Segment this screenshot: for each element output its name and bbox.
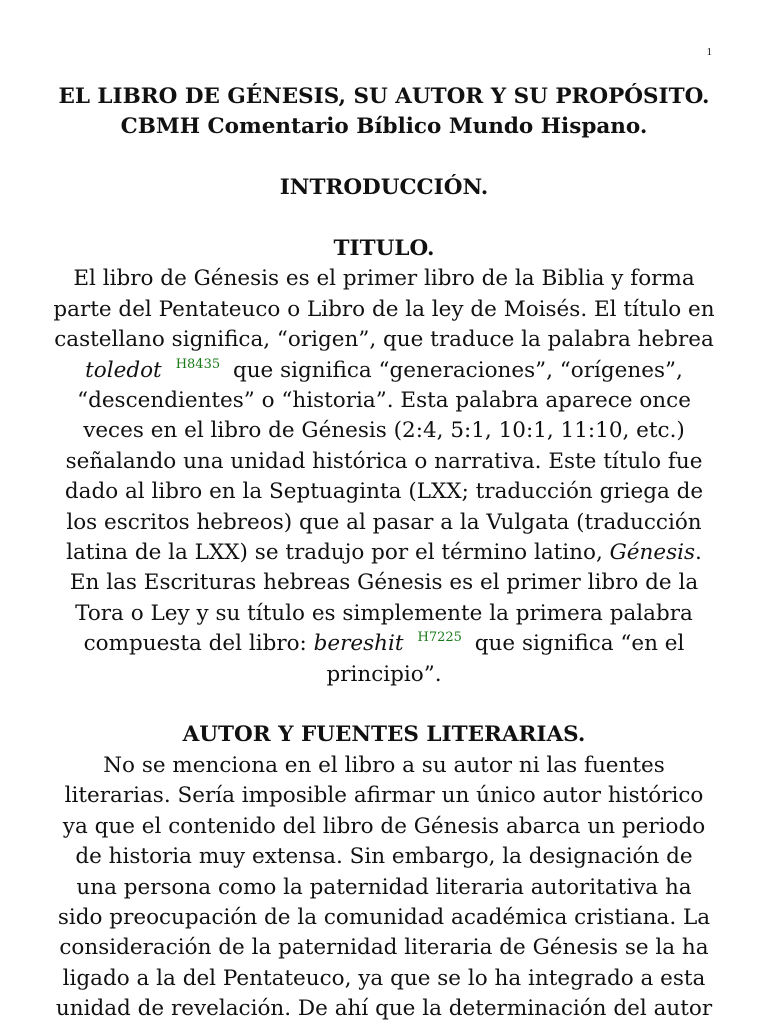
paragraph-line: castellano significa, “origen”, que traduce la palabra hebrea bbox=[54, 327, 714, 353]
document-title: EL LIBRO DE GÉNESIS, SU AUTOR Y SU PROPÓSITO. bbox=[58, 84, 710, 109]
latin-term-genesis: Génesis bbox=[609, 540, 696, 566]
paragraph-line bbox=[44, 356, 724, 386]
paragraph-line bbox=[44, 538, 724, 568]
strong-reference-link[interactable]: H7225 bbox=[417, 630, 462, 646]
autor-paragraph bbox=[44, 751, 724, 1025]
hebrew-term-bereshit: bereshit bbox=[313, 631, 404, 657]
introduction-heading: INTRODUCCIÓN. bbox=[279, 175, 489, 201]
paragraph-line: de historia muy extensa. Sin embargo, la designación de bbox=[75, 844, 693, 870]
strong-reference-link[interactable]: H8435 bbox=[175, 356, 221, 372]
paragraph-line: parte del Pentateuco o Libro de la ley de Moisés. El título en bbox=[53, 296, 715, 322]
document-body bbox=[44, 82, 724, 1025]
paragraph-line: literarias. Sería imposible afirmar un único autor histórico bbox=[64, 783, 704, 809]
paragraph-text: que significa “en el bbox=[467, 631, 685, 657]
titulo-paragraph bbox=[44, 264, 724, 690]
paragraph-text: compuesta del libro: bbox=[83, 631, 314, 657]
paragraph-line: señalando una unidad histórica o narrativa. Este título fue bbox=[65, 448, 703, 474]
paragraph-line: consideración de la paternidad literaria de Génesis se la ha bbox=[59, 935, 709, 961]
paragraph-line: Tora o Ley y su título es simplemente la primera palabra bbox=[75, 600, 693, 626]
paragraph-line: dado al libro en la Septuaginta (LXX; traducción griega de bbox=[64, 479, 704, 505]
paragraph-line: ya que el contenido del libro de Génesis abarca un periodo bbox=[62, 813, 706, 839]
page-number: 1 bbox=[706, 46, 712, 58]
paragraph-line: principio”. bbox=[326, 661, 442, 687]
paragraph-line: una persona como la paternidad literaria autoritativa ha bbox=[76, 874, 692, 900]
paragraph-line: “descendientes” o “historia”. Esta palabra aparece once bbox=[77, 388, 691, 414]
paragraph-line: ligado a la del Pentateuco, ya que se lo ha integrado a esta bbox=[62, 965, 706, 991]
paragraph-line: unidad de revelación. De ahí que la determinación del autor bbox=[55, 996, 713, 1022]
paragraph-line: No se menciona en el libro a su autor ni las fuentes bbox=[103, 752, 665, 778]
paragraph-text: . bbox=[695, 540, 702, 566]
titulo-heading: TITULO. bbox=[333, 236, 435, 261]
paragraph-line: los escritos hebreos) que al pasar a la Vulgata (traducción bbox=[66, 509, 702, 535]
autor-heading: AUTOR Y FUENTES LITERARIAS. bbox=[182, 722, 586, 748]
paragraph-line: sido preocupación de la comunidad académica cristiana. La bbox=[57, 904, 711, 930]
paragraph-text: que significa “generaciones”, “orígenes”, bbox=[226, 357, 683, 383]
paragraph-line: El libro de Génesis es el primer libro de la Biblia y forma bbox=[73, 266, 695, 292]
hebrew-term-toledot: toledot bbox=[85, 357, 162, 383]
paragraph-line: veces en el libro de Génesis (2:4, 5:1, 10:1, 11:10, etc.) bbox=[83, 418, 685, 444]
paragraph-text: latina de la LXX) se tradujo por el término latino, bbox=[66, 540, 610, 566]
paragraph-line: En las Escrituras hebreas Génesis es el primer libro de la bbox=[69, 570, 699, 596]
paragraph-line bbox=[44, 629, 724, 659]
document-subtitle: CBMH Comentario Bíblico Mundo Hispano. bbox=[120, 114, 648, 140]
